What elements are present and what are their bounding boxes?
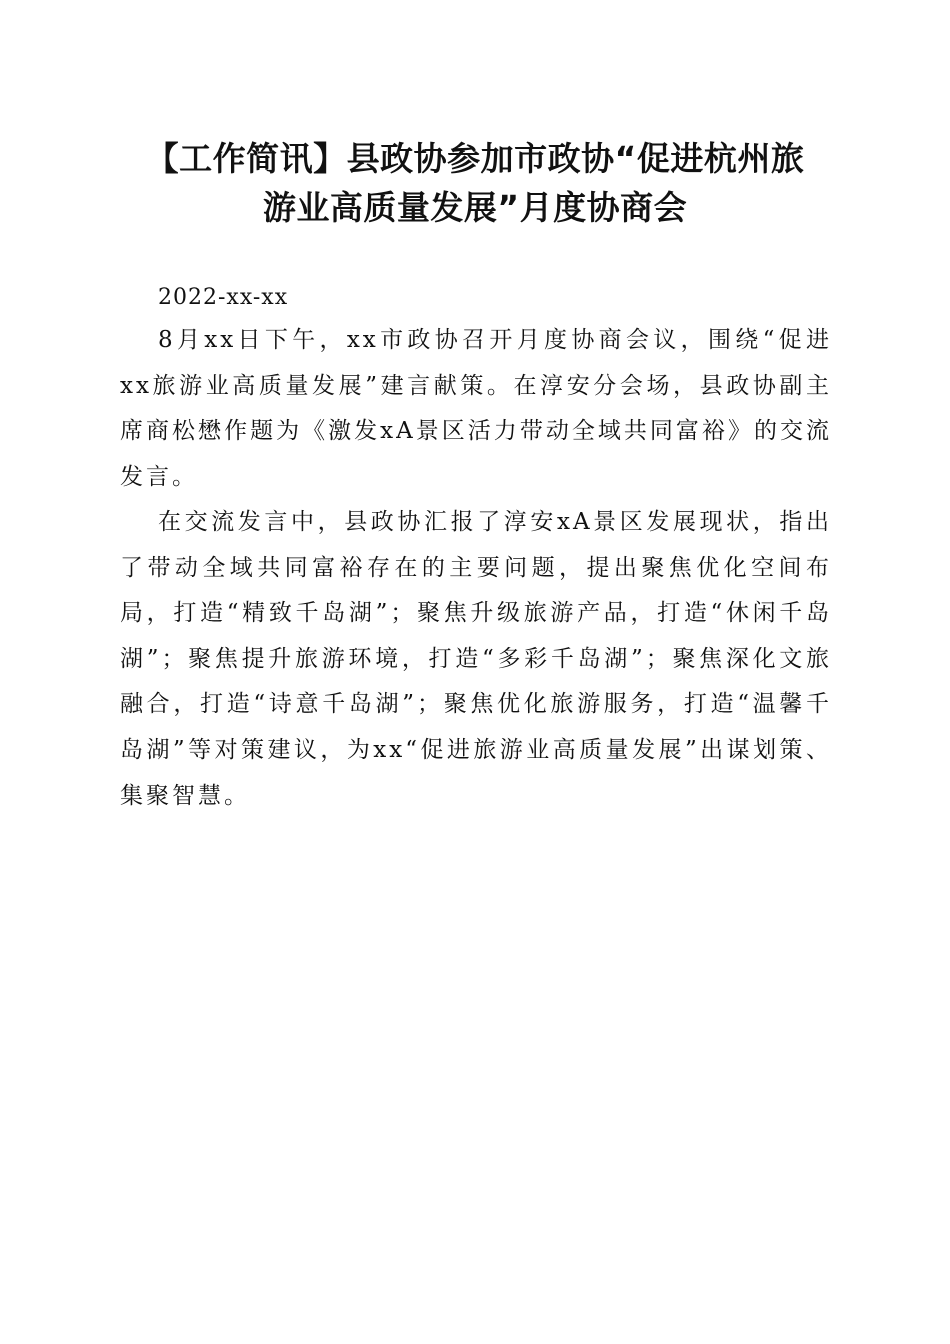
- paragraph-1: 8月xx日下午，xx市政协召开月度协商会议，围绕“促进xx旅游业高质量发展”建言献策。在淳安分会场，县政协副主席商松懋作题为《激发xA景区活力带动全域共同富裕》的交流发言。: [120, 327, 832, 490]
- title-line-2: 游业高质量发展”月度协商会: [262, 188, 688, 227]
- title-line-1: 【工作简讯】县政协参加市政协“促进杭州旅: [145, 139, 805, 178]
- paragraph-2: 在交流发言中，县政协汇报了淳安xA景区发展现状，指出了带动全域共同富裕存在的主要问题，提出聚焦优化空间布局，打造“精致千岛湖”；聚焦升级旅游产品，打造“休闲千岛湖”；聚焦提升旅游环境，打造“多彩千岛湖”；聚焦深化文旅融合，打造“诗意千岛湖”；聚焦优化旅游服务，打造“温馨千岛湖”等对策建议，为xx“促进旅游业高质量发展”出谋划策、集聚智慧。: [120, 509, 832, 809]
- document-date: 2022-xx-xx: [158, 285, 289, 310]
- document-title: [110, 134, 840, 232]
